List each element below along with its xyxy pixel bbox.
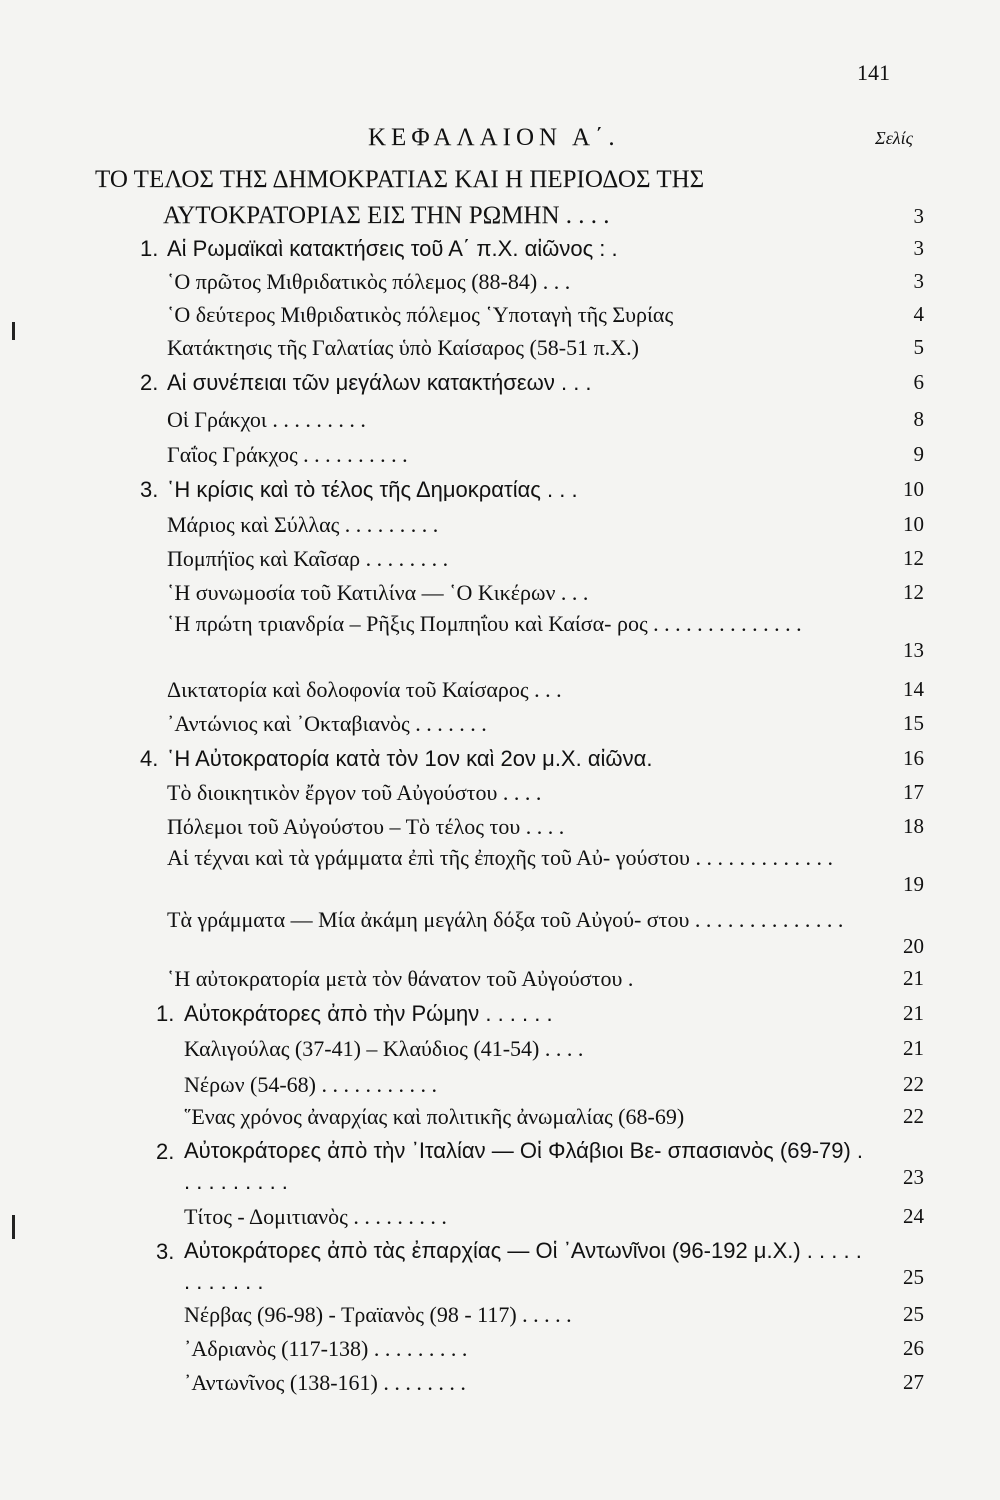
entry-title: Οἱ Γράκχοι . . . . . . . . . (167, 407, 366, 432)
toc-entry (0, 1332, 1000, 1365)
entry-title: ῾Η συνωμοσία τοῦ Κατιλίνα — ῾Ο Κικέρων . . . (167, 580, 589, 605)
entry-title: ῞Ενας χρόνος ἀναρχίας καὶ πολιτικῆς ἀνωμαλίας (68-69) (184, 1104, 685, 1129)
part-title-line-2: ΑΥΤΟΚΡΑΤΟΡΙΑΣ ΕΙΣ ΤΗΝ ΡΩΜΗΝ . . . . (163, 202, 610, 229)
entry-page: 12 (903, 546, 924, 570)
entry-page: 21 (903, 1001, 924, 1025)
toc-entry (0, 1100, 1000, 1133)
entry-number: 3. (140, 477, 159, 502)
toc-entry (0, 331, 1000, 364)
entry-page: 20 (903, 934, 924, 958)
entry-page: 13 (903, 638, 924, 662)
entry-number: 4. (140, 746, 159, 771)
entry-number: 2. (140, 370, 159, 395)
entry-page: 21 (903, 966, 924, 990)
entry-title: ῾Η πρώτη τριανδρία – Ρῆξις Πομπηΐου καὶ Καίσα- ρος . . . . . . . . . . . . . . (167, 611, 802, 636)
entry-page: 19 (903, 872, 924, 896)
page-number: 141 (857, 60, 890, 85)
entry-page: 4 (913, 302, 924, 326)
entry-page: 22 (903, 1104, 924, 1128)
margin-mark (12, 1215, 15, 1239)
toc-entry (0, 298, 1000, 331)
toc-entry (0, 1068, 1000, 1101)
entry-number: 1. (156, 1001, 175, 1026)
toc-entry (0, 1366, 1000, 1399)
entry-page: 22 (903, 1072, 924, 1096)
entry-title: Αἱ τέχναι καὶ τὰ γράμματα ἐπὶ τῆς ἐποχῆς τοῦ Αὐ- γούστου . . . . . . . . . . . . . (167, 845, 833, 870)
entry-number: 3. (156, 1239, 175, 1264)
entry-title: Καλιγούλας (37-41) – Κλαύδιος (41-54) . . . . (184, 1036, 584, 1061)
entry-title: ῾Η κρίσις καὶ τὸ τέλος τῆς Δημοκρατίας . . . (167, 477, 578, 502)
toc-entry (0, 810, 1000, 843)
entry-number: 1. (140, 236, 159, 261)
toc-entry (0, 904, 1000, 966)
toc-entry (0, 232, 1000, 265)
entry-page: 25 (903, 1265, 924, 1289)
toc-entry (0, 1032, 1000, 1065)
entry-title: Τίτος - Δομιτιανὸς . . . . . . . . . (184, 1204, 447, 1229)
chapter-heading: ΚΕΦΑΛΑΙΟΝ Α΄. (368, 124, 620, 151)
entry-page: 15 (903, 711, 924, 735)
entry-page: 23 (903, 1165, 924, 1189)
toc-entry (0, 1135, 1000, 1197)
entry-page: 8 (913, 407, 924, 431)
entry-title: ῾Ο δεύτερος Μιθριδατικὸς πόλεμος ῾Υποταγὴ τῆς Συρίας (167, 302, 674, 327)
toc-entry (0, 962, 1000, 995)
entry-page: 3 (913, 269, 924, 293)
entry-title: ᾿Αδριανὸς (117-138) . . . . . . . . . (184, 1336, 468, 1361)
entry-page: 25 (903, 1302, 924, 1326)
toc-entry (0, 1298, 1000, 1331)
entry-page: 27 (903, 1370, 924, 1394)
toc-entry (0, 776, 1000, 809)
entry-title: Τὸ διοικητικὸν ἔργον τοῦ Αὐγούστου . . . . (167, 780, 542, 805)
toc-entry (0, 438, 1000, 471)
entry-page: 5 (913, 335, 924, 359)
entry-page: 18 (903, 814, 924, 838)
entry-title: Νέρβας (96-98) - Τραϊανὸς (98 - 117) . . . . . (184, 1302, 572, 1327)
entry-title: Αὐτοκράτορες ἀπὸ τὰς ἐπαρχίας — Οἱ ᾿Αντωνῖνοι (96-192 μ.Χ.) . . . . . . . . . . . . (184, 1238, 862, 1294)
entry-title: Γαΐος Γράκχος . . . . . . . . . . (167, 442, 408, 467)
toc-entry (0, 508, 1000, 541)
entry-title: ῾Η αὐτοκρατορία μετὰ τὸν θάνατον τοῦ Αὐγούστου . (167, 966, 634, 991)
pages-column-label: Σελίς (875, 128, 913, 148)
entry-title: Μάριος καὶ Σύλλας . . . . . . . . . (167, 512, 439, 537)
entry-page: 21 (903, 1036, 924, 1060)
part-title-page-row (0, 200, 1000, 233)
entry-title: ῾Ο πρῶτος Μιθριδατικὸς πόλεμος (88-84) . . . (167, 269, 571, 294)
entry-title: ᾿Αντωνῖνος (138-161) . . . . . . . . (184, 1370, 466, 1395)
entry-page: 10 (903, 512, 924, 536)
entry-title: ῾Η Αὐτοκρατορία κατὰ τὸν 1ον καὶ 2ον μ.Χ. αἰῶνα. (167, 746, 653, 771)
toc-entry (0, 707, 1000, 740)
entry-title: Αἱ Ρωμαϊκαὶ κατακτήσεις τοῦ Α΄ π.Χ. αἰῶνος : . (167, 236, 618, 261)
entry-title: Αὐτοκράτορες ἀπὸ τὴν Ρώμην . . . . . . (184, 1001, 553, 1026)
entry-title: Πομπήϊος καὶ Καῖσαρ . . . . . . . . (167, 546, 449, 571)
entry-page: 17 (903, 780, 924, 804)
toc-entry (0, 742, 1000, 775)
toc-entry (0, 1200, 1000, 1233)
toc-entry (0, 673, 1000, 706)
toc-entry (0, 403, 1000, 436)
entry-title: Αὐτοκράτορες ἀπὸ τὴν ᾿Ιταλίαν — Οἱ Φλάβιοι Βε- σπασιανὸς (69-79) . . . . . . . . . . (184, 1138, 864, 1194)
entry-page: 6 (913, 370, 924, 394)
entry-title: Δικτατορία καὶ δολοφονία τοῦ Καίσαρος . . . (167, 677, 562, 702)
entry-number: 2. (156, 1139, 175, 1164)
entry-title: Αἱ συνέπειαι τῶν μεγάλων κατακτήσεων . . . (167, 370, 592, 395)
entry-page: 10 (903, 477, 924, 501)
toc-entry (0, 997, 1000, 1030)
part-title-page: 3 (913, 204, 924, 228)
entry-title: Νέρων (54-68) . . . . . . . . . . . (184, 1072, 438, 1097)
entry-page: 24 (903, 1204, 924, 1228)
entry-title: Πόλεμοι τοῦ Αὐγούστου – Τὸ τέλος του . . . . (167, 814, 565, 839)
toc-entry (0, 265, 1000, 298)
toc-entry (0, 842, 1000, 904)
entry-page: 3 (913, 236, 924, 260)
toc-entry (0, 542, 1000, 575)
toc-entry (0, 473, 1000, 506)
entry-title: Κατάκτησις τῆς Γαλατίας ὑπὸ Καίσαρος (58-51 π.Χ.) (167, 335, 639, 360)
entry-title: Τὰ γράμματα — Μία ἀκάμη μεγάλη δόξα τοῦ Αὐγού- στου . . . . . . . . . . . . . . (167, 907, 844, 932)
toc-entry (0, 1235, 1000, 1297)
margin-mark (12, 322, 15, 340)
entry-page: 9 (913, 442, 924, 466)
part-title-line-1: ΤΟ ΤΕΛΟΣ ΤΗΣ ΔΗΜΟΚΡΑΤΙΑΣ ΚΑΙ Η ΠΕΡΙΟΔΟΣ ΤΗΣ (95, 166, 705, 193)
entry-title: ᾿Αντώνιος καὶ ᾿Οκταβιανὸς . . . . . . . (167, 711, 487, 736)
entry-page: 26 (903, 1336, 924, 1360)
toc-entry (0, 608, 1000, 670)
toc-entry (0, 576, 1000, 609)
entry-page: 16 (903, 746, 924, 770)
entry-page: 12 (903, 580, 924, 604)
toc-entry (0, 366, 1000, 399)
entry-page: 14 (903, 677, 924, 701)
